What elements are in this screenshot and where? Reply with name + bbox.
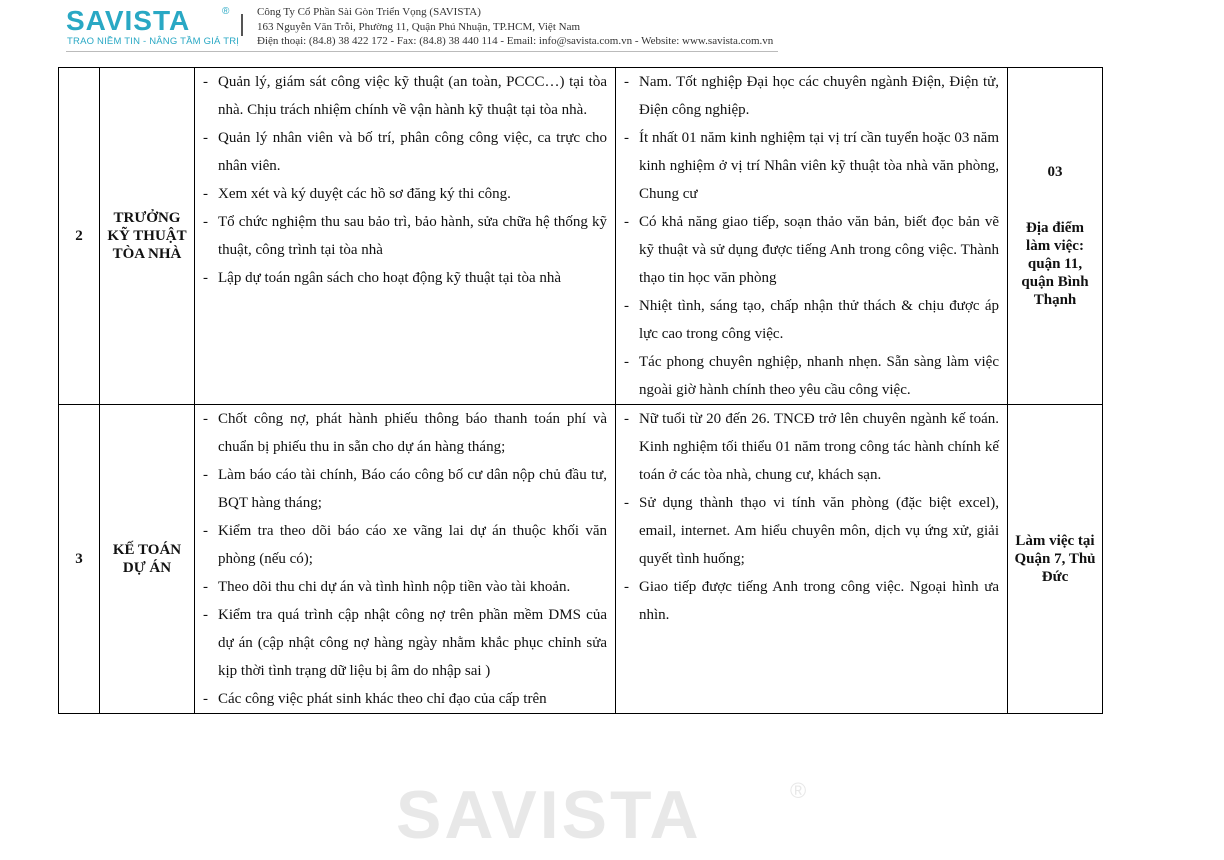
- list-item: - Kiểm tra quá trình cập nhật công nợ trên phần mềm DMS của dự án (cập nhật công nợ hàng ngày nhằm khắc phục chỉnh sửa kịp thời tình trạng dữ liệu bị âm do nhập sai ): [203, 601, 607, 685]
- requirements-list: [616, 405, 1007, 629]
- job-title: TRƯỞNG KỸ THUẬT TÒA NHÀ: [100, 68, 195, 405]
- letterhead: [66, 6, 778, 52]
- job-duties: [195, 405, 616, 714]
- list-item: - Chốt công nợ, phát hành phiếu thông báo thanh toán phí và chuẩn bị phiếu thu in sẵn cho dự án hàng tháng;: [203, 405, 607, 461]
- list-item: - Kiểm tra theo dõi báo cáo xe vãng lai dự án thuộc khối văn phòng (nếu có);: [203, 517, 607, 573]
- table-row: [59, 405, 1103, 714]
- company-name: Công Ty Cổ Phần Sài Gòn Triển Vọng (SAVISTA): [257, 6, 481, 18]
- list-item: - Nhiệt tình, sáng tạo, chấp nhận thử thách & chịu được áp lực cao trong công việc.: [624, 292, 999, 348]
- logo-registered-mark: ®: [222, 6, 230, 17]
- header-separator: [241, 14, 243, 36]
- list-item: - Lập dự toán ngân sách cho hoạt động kỹ thuật tại tòa nhà: [203, 264, 607, 292]
- watermark: SAVISTA: [396, 777, 702, 853]
- list-item: - Ít nhất 01 năm kinh nghiệm tại vị trí cần tuyển hoặc 03 năm kinh nghiệm ở vị trí Nhân viên kỹ thuật tòa nhà văn phòng, Chung cư: [624, 124, 999, 208]
- location-text: Địa điểm làm việc: quận 11, quận Bình Thạnh: [1021, 220, 1089, 308]
- duties-list: [195, 68, 615, 292]
- table-row: [59, 68, 1103, 405]
- job-requirements: [616, 68, 1008, 405]
- company-address: 163 Nguyễn Văn Trỗi, Phường 11, Quận Phú Nhuận, TP.HCM, Việt Nam: [257, 20, 581, 33]
- row-number: 3: [59, 405, 100, 714]
- job-location: Làm việc tại Quận 7, Thủ Đức: [1008, 405, 1103, 714]
- company-contact: Điện thoại: (84.8) 38 422 172 - Fax: (84.8) 38 440 114 - Email: info@savista.com.vn - Website: www.savista.com.vn: [257, 35, 774, 47]
- header-rule: [66, 51, 778, 52]
- job-duties: [195, 68, 616, 405]
- list-item: - Sử dụng thành thạo vi tính văn phòng (đặc biệt excel), email, internet. Am hiểu chuyên môn, dịch vụ ứng xử, giải quyết tình huống;: [624, 489, 999, 573]
- list-item: - Làm báo cáo tài chính, Báo cáo công bố cư dân nộp chủ đầu tư, BQT hàng tháng;: [203, 461, 607, 517]
- savista-logo: [66, 5, 240, 50]
- company-info: [257, 5, 773, 49]
- logo-wordmark: SAVISTA: [66, 5, 191, 36]
- list-item: - Theo dõi thu chi dự án và tình hình nộp tiền vào tài khoản.: [203, 573, 607, 601]
- job-location: [1008, 68, 1103, 405]
- logo-tagline: TRAO NIỀM TIN - NÂNG TẦM GIÁ TRỊ: [67, 36, 240, 47]
- duties-list: [195, 405, 615, 713]
- row-number: 2: [59, 68, 100, 405]
- job-quantity: 03: [1047, 164, 1063, 180]
- list-item: - Xem xét và ký duyệt các hồ sơ đăng ký thi công.: [203, 180, 607, 208]
- list-item: - Nam. Tốt nghiệp Đại học các chuyên ngành Điện, Điện tử, Điện công nghiệp.: [624, 68, 999, 124]
- list-item: - Các công việc phát sinh khác theo chỉ đạo của cấp trên: [203, 685, 607, 713]
- list-item: - Quản lý, giám sát công việc kỹ thuật (an toàn, PCCC…) tại tòa nhà. Chịu trách nhiệm chính về vận hành kỹ thuật tại tòa nhà.: [203, 68, 607, 124]
- list-item: - Có khả năng giao tiếp, soạn thảo văn bản, biết đọc bản vẽ kỹ thuật và sử dụng được tiếng Anh trong công việc. Thành thạo tin học văn phòng: [624, 208, 999, 292]
- list-item: - Giao tiếp được tiếng Anh trong công việc. Ngoại hình ưa nhìn.: [624, 573, 999, 629]
- watermark-registered-mark: ®: [790, 778, 807, 803]
- list-item: - Quản lý nhân viên và bố trí, phân công công việc, ca trực cho nhân viên.: [203, 124, 607, 180]
- list-item: - Tác phong chuyên nghiệp, nhanh nhẹn. Sẵn sàng làm việc ngoài giờ hành chính theo yêu cầu công việc.: [624, 348, 999, 404]
- job-title: KẾ TOÁN DỰ ÁN: [100, 405, 195, 714]
- list-item: - Nữ tuổi từ 20 đến 26. TNCĐ trở lên chuyên ngành kế toán. Kinh nghiệm tối thiểu 01 năm trong công tác hành chính kế toán ở các tòa nhà, chung cư, khách sạn.: [624, 405, 999, 489]
- list-item: - Tổ chức nghiệm thu sau bảo trì, bảo hành, sửa chữa hệ thống kỹ thuật, công trình tại tòa nhà: [203, 208, 607, 264]
- job-table: [58, 67, 1103, 714]
- requirements-list: [616, 68, 1007, 404]
- job-requirements: [616, 405, 1008, 714]
